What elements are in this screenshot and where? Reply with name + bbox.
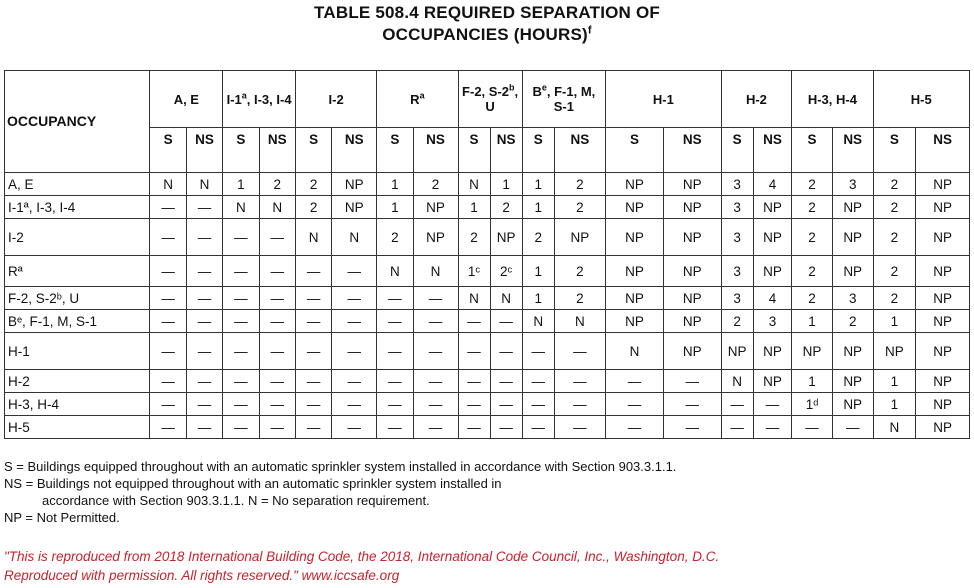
table-cell: — xyxy=(554,393,605,416)
table-row xyxy=(5,173,970,196)
table-cell: NP xyxy=(916,416,970,439)
table-cell: NP xyxy=(873,333,916,370)
table-cell: NP xyxy=(753,333,792,370)
note-np-definition: NP = Not Permitted. xyxy=(4,510,120,525)
table-cell: — xyxy=(223,310,259,333)
table-cell: NP xyxy=(832,256,873,287)
table-cell: 2 xyxy=(295,173,331,196)
table-cell: NP xyxy=(832,370,873,393)
sub-header-cell: NS xyxy=(490,128,522,173)
table-cell: — xyxy=(522,333,554,370)
table-cell: — xyxy=(663,393,721,416)
table-cell: — xyxy=(259,333,295,370)
table-cell: — xyxy=(259,310,295,333)
separation-table xyxy=(4,70,970,439)
group-header-label: I-1 xyxy=(226,91,242,107)
table-cell: — xyxy=(150,287,186,310)
table-row xyxy=(5,219,970,256)
table-cell: — xyxy=(490,393,522,416)
table-cell: NP xyxy=(606,196,664,219)
table-notes xyxy=(4,458,964,526)
sub-header-cell: NS xyxy=(186,128,222,173)
table-cell: 3 xyxy=(721,256,753,287)
sub-header-cell: S xyxy=(873,128,916,173)
table-cell: N xyxy=(522,310,554,333)
table-cell: 2 xyxy=(554,196,605,219)
row-label: I-1ª, I-3, I-4 xyxy=(5,196,150,219)
table-cell: 1 xyxy=(522,173,554,196)
row-label: Bᵉ, F-1, M, S-1 xyxy=(5,310,150,333)
table-cell: NP xyxy=(753,256,792,287)
table-cell: — xyxy=(295,256,331,287)
table-cell: NP xyxy=(792,333,833,370)
table-cell: NP xyxy=(916,173,970,196)
table-cell: — xyxy=(721,416,753,439)
group-header xyxy=(295,71,376,128)
table-cell: 1 xyxy=(377,173,413,196)
table-cell: 2 xyxy=(873,256,916,287)
table-cell: 2 xyxy=(873,196,916,219)
table-cell: NP xyxy=(606,173,664,196)
group-header xyxy=(873,71,969,128)
note-ns-definition-line-2: accordance with Section 903.3.1.1. N = No separation requirement. xyxy=(42,493,430,508)
group-header-sup: b xyxy=(509,82,515,93)
table-cell: — xyxy=(554,416,605,439)
table-body xyxy=(5,173,970,439)
table-cell: — xyxy=(458,393,490,416)
table-cell: — xyxy=(186,196,222,219)
table-cell: 1 xyxy=(522,287,554,310)
table-cell: NP xyxy=(916,310,970,333)
table-cell: NP xyxy=(832,333,873,370)
table-cell: — xyxy=(490,416,522,439)
table-cell: NP xyxy=(413,219,458,256)
table-cell: — xyxy=(606,393,664,416)
table-cell: NP xyxy=(663,196,721,219)
table-cell: — xyxy=(223,287,259,310)
sub-header-cell: NS xyxy=(413,128,458,173)
table-cell: — xyxy=(413,287,458,310)
table-cell: 1 xyxy=(792,310,833,333)
table-cell: NP xyxy=(916,196,970,219)
table-cell: N xyxy=(721,370,753,393)
table-cell: — xyxy=(606,370,664,393)
table-row xyxy=(5,256,970,287)
group-header-rest: , F-1, M, S-1 xyxy=(546,84,596,114)
group-header xyxy=(150,71,223,128)
sub-header-cell: NS xyxy=(332,128,377,173)
group-header-label: H-1 xyxy=(652,91,674,107)
table-cell: 1 xyxy=(873,310,916,333)
table-cell: — xyxy=(259,219,295,256)
table-cell: 2 xyxy=(792,287,833,310)
table-cell: — xyxy=(522,393,554,416)
table-cell: 3 xyxy=(721,196,753,219)
table-cell: N xyxy=(458,173,490,196)
table-cell: NP xyxy=(753,219,792,256)
table-cell: — xyxy=(259,393,295,416)
table-cell: NP xyxy=(721,333,753,370)
sub-header-row xyxy=(5,128,970,173)
table-cell: 2 xyxy=(522,219,554,256)
row-label: F-2, S-2ᵇ, U xyxy=(5,287,150,310)
table-cell: 4 xyxy=(753,287,792,310)
table-cell: — xyxy=(150,333,186,370)
table-cell: 3 xyxy=(753,310,792,333)
table-cell: 1 xyxy=(223,173,259,196)
table-cell: — xyxy=(377,333,413,370)
table-cell: — xyxy=(413,393,458,416)
group-header xyxy=(792,71,873,128)
row-label: I-2 xyxy=(5,219,150,256)
title-footnote-marker: f xyxy=(587,24,592,37)
group-header-sup: a xyxy=(241,90,247,101)
table-row xyxy=(5,333,970,370)
table-cell: — xyxy=(413,310,458,333)
table-cell: NP xyxy=(332,173,377,196)
table-cell: — xyxy=(295,287,331,310)
group-header-label: H-3, H-4 xyxy=(807,91,857,107)
table-cell: — xyxy=(150,310,186,333)
table-cell: 1ᵈ xyxy=(792,393,833,416)
table-cell: — xyxy=(223,219,259,256)
table-cell: N xyxy=(490,287,522,310)
group-header-label: B xyxy=(532,84,542,99)
table-cell: N xyxy=(413,256,458,287)
table-cell: — xyxy=(295,416,331,439)
table-cell: 2 xyxy=(721,310,753,333)
table-cell: — xyxy=(377,393,413,416)
sub-header-cell: S xyxy=(721,128,753,173)
table-cell: — xyxy=(721,393,753,416)
table-cell: — xyxy=(186,219,222,256)
group-header xyxy=(223,71,296,128)
table-cell: — xyxy=(186,370,222,393)
sub-header-cell: S xyxy=(606,128,664,173)
group-header-rest: , U xyxy=(485,84,519,114)
table-cell: — xyxy=(606,416,664,439)
table-cell: NP xyxy=(832,196,873,219)
table-cell: — xyxy=(150,219,186,256)
group-header xyxy=(458,71,522,128)
table-cell: — xyxy=(150,196,186,219)
table-cell: — xyxy=(186,256,222,287)
table-cell: 3 xyxy=(832,173,873,196)
table-cell: N xyxy=(873,416,916,439)
sub-header-cell: S xyxy=(295,128,331,173)
table-cell: — xyxy=(490,310,522,333)
table-cell: NP xyxy=(606,256,664,287)
table-cell: NP xyxy=(554,219,605,256)
table-cell: N xyxy=(606,333,664,370)
table-cell: — xyxy=(458,416,490,439)
table-cell: — xyxy=(259,256,295,287)
table-cell: — xyxy=(490,370,522,393)
table-cell: — xyxy=(186,393,222,416)
table-cell: — xyxy=(753,416,792,439)
table-cell: 1 xyxy=(792,370,833,393)
table-cell: — xyxy=(295,370,331,393)
note-s-definition: S = Buildings equipped throughout with an automatic sprinkler system installed in accordance with Section 903.3.1.1. xyxy=(4,459,677,474)
table-cell: — xyxy=(332,310,377,333)
table-cell: — xyxy=(223,370,259,393)
table-cell: 1 xyxy=(490,173,522,196)
table-cell: — xyxy=(377,287,413,310)
table-cell: 1 xyxy=(458,196,490,219)
table-cell: 2 xyxy=(554,173,605,196)
table-cell: NP xyxy=(753,196,792,219)
table-cell: — xyxy=(413,370,458,393)
group-header-label: H-2 xyxy=(745,91,767,107)
table-cell: — xyxy=(186,287,222,310)
group-header-label: A, E xyxy=(173,91,199,107)
table-cell: NP xyxy=(663,287,721,310)
table-cell: 2 xyxy=(873,287,916,310)
group-header xyxy=(721,71,792,128)
occupancy-header: OCCUPANCY xyxy=(5,71,150,173)
table-row xyxy=(5,196,970,219)
sub-header-cell: NS xyxy=(916,128,970,173)
table-cell: 2ᶜ xyxy=(490,256,522,287)
table-cell: NP xyxy=(663,173,721,196)
table-cell: NP xyxy=(916,333,970,370)
table-cell: — xyxy=(295,333,331,370)
sub-header-cell: S xyxy=(377,128,413,173)
table-row xyxy=(5,370,970,393)
credit-line-2: Reproduced with permission. All rights reserved." www.iccsafe.org xyxy=(4,568,400,583)
table-cell: 2 xyxy=(554,287,605,310)
group-header xyxy=(606,71,722,128)
sub-header-cell: S xyxy=(458,128,490,173)
table-cell: 1ᶜ xyxy=(458,256,490,287)
group-header-label: I-2 xyxy=(328,91,344,107)
row-label: A, E xyxy=(5,173,150,196)
table-cell: — xyxy=(458,370,490,393)
table-cell: — xyxy=(490,333,522,370)
table-cell: 2 xyxy=(873,173,916,196)
group-header-sup: a xyxy=(419,90,425,101)
group-header-sup: e xyxy=(541,82,547,93)
table-cell: — xyxy=(186,333,222,370)
table-cell: NP xyxy=(916,287,970,310)
table-cell: 3 xyxy=(721,287,753,310)
table-cell: 2 xyxy=(792,256,833,287)
table-cell: — xyxy=(458,333,490,370)
table-cell: 2 xyxy=(832,310,873,333)
group-header-row xyxy=(5,71,970,128)
sub-header-cell: NS xyxy=(753,128,792,173)
table-cell: — xyxy=(377,370,413,393)
table-cell: 1 xyxy=(522,196,554,219)
row-label: H-1 xyxy=(5,333,150,370)
table-cell: — xyxy=(522,416,554,439)
table-cell: 3 xyxy=(832,287,873,310)
table-cell: 4 xyxy=(753,173,792,196)
table-cell: — xyxy=(186,310,222,333)
table-cell: N xyxy=(150,173,186,196)
table-cell: — xyxy=(377,416,413,439)
table-cell: NP xyxy=(663,219,721,256)
table-cell: 2 xyxy=(792,219,833,256)
table-cell: NP xyxy=(490,219,522,256)
table-row xyxy=(5,310,970,333)
table-row xyxy=(5,416,970,439)
credit-line-1: "This is reproduced from 2018 International Building Code, the 2018, International Code Council, Inc., Washington, D.C. xyxy=(4,549,720,564)
group-header xyxy=(377,71,458,128)
table-cell: N xyxy=(377,256,413,287)
table-cell: — xyxy=(150,256,186,287)
row-label: H-3, H-4 xyxy=(5,393,150,416)
table-cell: — xyxy=(554,370,605,393)
table-cell: — xyxy=(332,333,377,370)
table-cell: NP xyxy=(663,310,721,333)
sub-header-cell: NS xyxy=(663,128,721,173)
table-cell: 2 xyxy=(413,173,458,196)
sub-header-cell: NS xyxy=(554,128,605,173)
table-cell: N xyxy=(259,196,295,219)
table-cell: 2 xyxy=(792,196,833,219)
group-header-rest: , I-3, I-4 xyxy=(246,91,292,107)
table-cell: — xyxy=(332,256,377,287)
table-cell: NP xyxy=(832,393,873,416)
table-cell: — xyxy=(377,310,413,333)
table-cell: — xyxy=(259,416,295,439)
sub-header-cell: NS xyxy=(259,128,295,173)
table-cell: NP xyxy=(832,219,873,256)
group-header-label: F-2, S-2 xyxy=(462,84,510,99)
table-cell: NP xyxy=(753,370,792,393)
table-cell: — xyxy=(223,416,259,439)
table-cell: — xyxy=(792,416,833,439)
separation-table-container xyxy=(4,70,970,439)
title-line-1: TABLE 508.4 REQUIRED SEPARATION OF xyxy=(314,3,660,22)
table-cell: N xyxy=(223,196,259,219)
copyright-credit xyxy=(4,547,970,585)
table-cell: — xyxy=(186,416,222,439)
table-cell: 1 xyxy=(873,393,916,416)
table-cell: — xyxy=(150,393,186,416)
table-cell: 1 xyxy=(873,370,916,393)
table-cell: 2 xyxy=(259,173,295,196)
note-ns-definition-line-1: NS = Buildings not equipped throughout with an automatic sprinkler system installed in xyxy=(4,476,502,491)
table-cell: — xyxy=(458,310,490,333)
table-title xyxy=(0,2,974,46)
table-cell: — xyxy=(150,416,186,439)
table-cell: — xyxy=(223,333,259,370)
sub-header-cell: NS xyxy=(832,128,873,173)
table-cell: NP xyxy=(606,287,664,310)
table-cell: 3 xyxy=(721,173,753,196)
table-cell: — xyxy=(413,333,458,370)
sub-header-cell: S xyxy=(792,128,833,173)
table-cell: — xyxy=(832,416,873,439)
table-cell: 1 xyxy=(522,256,554,287)
table-cell: 2 xyxy=(295,196,331,219)
title-line-2-text: OCCUPANCIES (HOURS) xyxy=(382,25,588,44)
table-cell: 1 xyxy=(377,196,413,219)
table-cell: — xyxy=(554,333,605,370)
sub-header-cell: S xyxy=(150,128,186,173)
table-cell: NP xyxy=(606,310,664,333)
sub-header-cell: S xyxy=(223,128,259,173)
table-cell: NP xyxy=(916,219,970,256)
table-cell: NP xyxy=(916,393,970,416)
table-cell: NP xyxy=(606,219,664,256)
table-cell: — xyxy=(295,310,331,333)
table-cell: NP xyxy=(916,370,970,393)
table-cell: — xyxy=(332,416,377,439)
table-cell: — xyxy=(150,370,186,393)
row-label: Rª xyxy=(5,256,150,287)
table-cell: — xyxy=(753,393,792,416)
table-cell: NP xyxy=(413,196,458,219)
table-cell: — xyxy=(295,393,331,416)
table-cell: NP xyxy=(332,196,377,219)
table-cell: — xyxy=(663,416,721,439)
table-cell: 2 xyxy=(554,256,605,287)
table-cell: — xyxy=(332,370,377,393)
group-header xyxy=(522,71,605,128)
table-cell: — xyxy=(522,370,554,393)
table-cell: — xyxy=(259,287,295,310)
table-cell: 2 xyxy=(792,173,833,196)
title-line-2 xyxy=(0,24,974,46)
table-cell: NP xyxy=(663,256,721,287)
row-label: H-5 xyxy=(5,416,150,439)
table-cell: 2 xyxy=(873,219,916,256)
table-cell: 2 xyxy=(377,219,413,256)
table-cell: 2 xyxy=(458,219,490,256)
table-cell: N xyxy=(458,287,490,310)
table-cell: NP xyxy=(916,256,970,287)
table-cell: — xyxy=(413,416,458,439)
table-cell: — xyxy=(332,287,377,310)
table-cell: N xyxy=(332,219,377,256)
table-cell: NP xyxy=(663,333,721,370)
table-cell: — xyxy=(332,393,377,416)
table-cell: — xyxy=(223,393,259,416)
table-cell: — xyxy=(223,256,259,287)
table-cell: 2 xyxy=(490,196,522,219)
group-header-label: R xyxy=(410,91,420,107)
table-cell: — xyxy=(259,370,295,393)
table-cell: — xyxy=(663,370,721,393)
table-cell: N xyxy=(186,173,222,196)
sub-header-cell: S xyxy=(522,128,554,173)
table-cell: 3 xyxy=(721,219,753,256)
table-cell: N xyxy=(554,310,605,333)
row-label: H-2 xyxy=(5,370,150,393)
table-row xyxy=(5,287,970,310)
group-header-label: H-5 xyxy=(910,91,932,107)
table-cell: N xyxy=(295,219,331,256)
table-row xyxy=(5,393,970,416)
